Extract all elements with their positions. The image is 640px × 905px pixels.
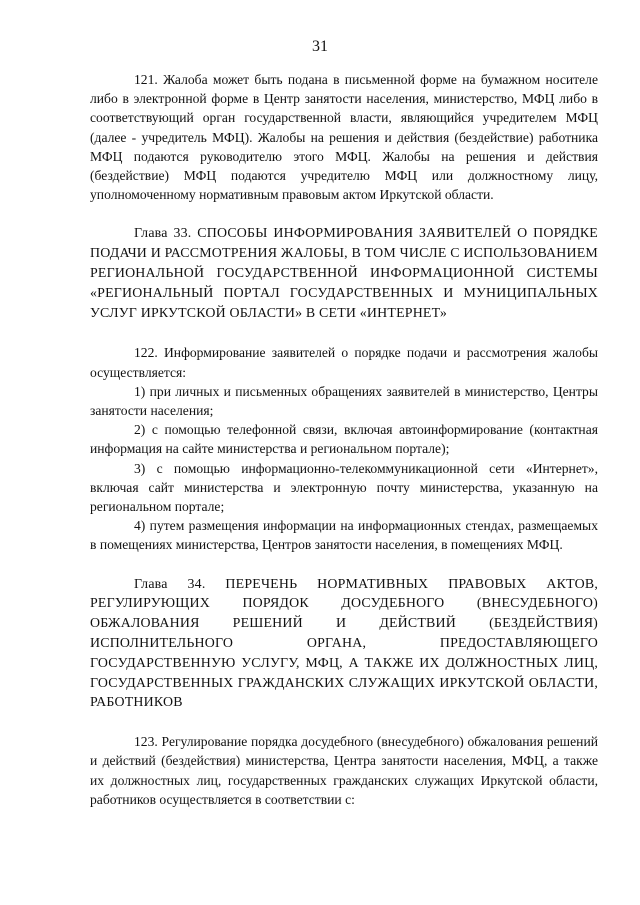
list-item-122-3: 3) с помощью информационно-телекоммуникационной сети «Интернет», включая сайт министерства и электронную почту министерства, указанную на региональном портале; — [90, 460, 598, 515]
paragraph-123: 123. Регулирование порядка досудебного (внесудебного) обжалования решений и действий (бездействия) министерства, Центра занятости населения, МФЦ, а также их должностных лиц, государственных гражданских служащих Иркутской области, работников осуществляется в соответствии с: — [90, 734, 598, 807]
list-item-122-2: 2) с помощью телефонной связи, включая автоинформирование (контактная информация на сайте министерства и региональном портале); — [90, 422, 598, 457]
spacer — [90, 713, 598, 732]
list-item-122-1: 1) при личных и письменных обращениях заявителей в министерство, Центры занятости населения; — [90, 383, 598, 419]
spacer — [90, 204, 598, 224]
paragraph-121: 121. Жалоба может быть подана в письменной форме на бумажном носителе либо в электронной форме в Центр занятости населения, министерство, МФЦ либо в соответствующий орган государственной власти, являющийся учредителем МФЦ (далее - учредитель МФЦ). Жалобы на решения и действия (бездействие) работника МФЦ подаются руководителю этого МФЦ. Жалобы на решения и действия (бездействие) МФЦ подаются учредителю МФЦ или должностному лицу, уполномоченному нормативным правовым актом Иркутской области. — [90, 72, 598, 203]
chapter-33-heading: Глава 33. СПОСОБЫ ИНФОРМИРОВАНИЯ ЗАЯВИТЕЛЕЙ О ПОРЯДКЕ ПОДАЧИ И РАССМОТРЕНИЯ ЖАЛОБЫ, В ТОМ ЧИСЛЕ С ИСПОЛЬЗОВАНИЕМ РЕГИОНАЛЬНОЙ ГОСУДАРСТВЕННОЙ ИНФОРМАЦИОННОЙ СИСТЕМЫ «РЕГИОНАЛЬНЫЙ ПОРТАЛ ГОСУДАРСТВЕННЫХ И МУНИЦИПАЛЬНЫХ УСЛУГ ИРКУТСКОЙ ОБЛАСТИ» В СЕТИ «ИНТЕРНЕТ» — [90, 226, 598, 321]
list-item-122-4: 4) путем размещения информации на информационных стендах, размещаемых в помещениях министерства, Центров занятости населения, в помещениях МФЦ. — [90, 518, 598, 553]
document-body — [90, 70, 598, 809]
chapter-34-heading: Глава 34. ПЕРЕЧЕНЬ НОРМАТИВНЫХ ПРАВОВЫХ АКТОВ, РЕГУЛИРУЮЩИХ ПОРЯДОК ДОСУДЕБНОГО (ВНЕСУДЕБНОГО) ОБЖАЛОВАНИЯ РЕШЕНИЙ И ДЕЙСТВИЙ (БЕЗДЕЙСТВИЯ) ИСПОЛНИТЕЛЬНОГО ОРГАНА, ПРЕДОСТАВЛЯЮЩЕГО ГОСУДАРСТВЕННУЮ УСЛУГУ, МФЦ, А ТАКЖЕ ИХ ДОЛЖНОСТНЫХ ЛИЦ, ГОСУДАРСТВЕННЫХ ГРАЖДАНСКИХ СЛУЖАЩИХ ИРКУТСКОЙ ОБЛАСТИ, РАБОТНИКОВ — [90, 576, 598, 711]
spacer — [90, 323, 598, 343]
paragraph-122: 122. Информирование заявителей о порядке подачи и рассмотрения жалобы осуществляется: — [90, 345, 598, 380]
page-number: 31 — [312, 38, 328, 55]
spacer — [90, 555, 598, 575]
